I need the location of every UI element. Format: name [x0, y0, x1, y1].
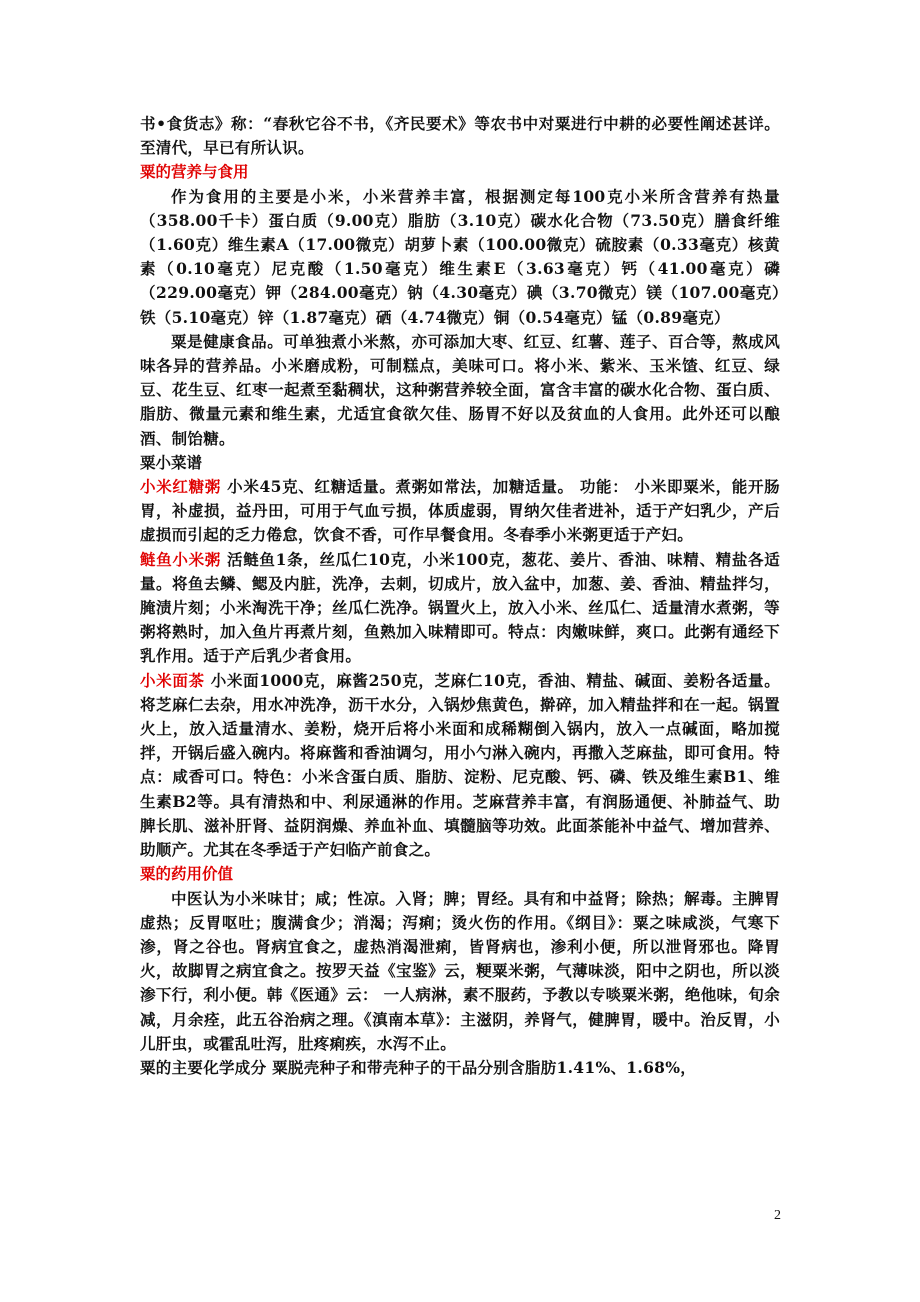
- recipe-2-text: 活鲢鱼1条，丝瓜仁10克，小米100克，葱花、姜片、香油、味精、精盐各适量。将鱼去鳞、鳃及内脏，洗净，去刺，切成片，放入盆中，加葱、姜、香油、精盐拌匀，腌渍片刻；小米淘洗干净；丝瓜仁洗净。锅置火上，放入小米、丝瓜仁、适量清水煮粥，等粥将熟时，加入鱼片再煮片刻，鱼熟加入味精即可。特点：肉嫩味鲜，爽口。此粥有通经下乳作用。适于产后乳少者食用。: [140, 549, 780, 666]
- recipe-3: [140, 669, 780, 863]
- chemistry-text: 粟脱壳种子和带壳种子的干品分别含脂肪1.41%、1.68%，: [272, 1057, 697, 1077]
- recipe-2-name: 鲢鱼小米粥: [140, 549, 221, 569]
- medicinal-paragraph: 中医认为小米味甘；咸；性凉。入肾；脾；胃经。具有和中益肾；除热；解毒。主脾胃虚热；反胃呕吐；腹满食少；消渴；泻痢；烫火伤的作用。《纲目》：粟之味咸淡，气寒下渗，肾之谷也。肾病宜食之，虚热消渴泄痢，皆肾病也，渗利小便，所以泄肾邪也。降胃火，故脚胃之病宜食之。按罗天益《宝鉴》云，粳粟米粥，气薄味淡，阳中之阴也，所以淡渗下行，利小便。韩《医通》云： 一人病淋，素不服药，予教以专啖粟米粥，绝他味，旬余减，月余痊，此五谷治病之理。《滇南本草》：主滋阴，养肾气，健脾胃，暖中。治反胃，小儿肝虫，或霍乱吐泻，肚疼痢疾，水泻不止。: [140, 888, 780, 1053]
- recipe-3-name: 小米面茶: [140, 670, 205, 690]
- page-number: 2: [774, 1208, 781, 1223]
- heading-nutrition: 粟的营养与食用: [140, 162, 249, 182]
- chemistry-paragraph: [140, 1056, 780, 1080]
- nutrition-paragraph-2: 粟是健康食品。可单独煮小米熬，亦可添加大枣、红豆、红薯、莲子、百合等，熬成风味各异的营养品。小米磨成粉，可制糕点，美味可口。将小米、紫米、玉米馇、红豆、绿豆、花生豆、红枣一起煮至黏稠状，这种粥营养较全面，富含丰富的碳水化合物、蛋白质、脂肪、微量元素和维生素，尤适宜食欲欠佳、肠胃不好以及贫血的人食用。此外还可以酿酒、制饴糖。: [140, 331, 780, 448]
- heading-medicinal: 粟的药用价值: [140, 864, 234, 884]
- intro-continuation: 书•食货志》称：“春秋它谷不书，《齐民要术》等农书中对粟进行中耕的必要性阐述甚详。至清代，早已有所认识。: [140, 114, 780, 158]
- recipe-2: [140, 548, 780, 669]
- page-content: [140, 112, 780, 1080]
- heading-recipes: 粟小菜谱: [140, 452, 203, 472]
- heading-chemistry: 粟的主要化学成分: [140, 1057, 267, 1077]
- nutrition-paragraph-1: 作为食用的主要是小米，小米营养丰富，根据测定每100克小米所含营养有热量（358.00千卡）蛋白质（9.00克）脂肪（3.10克）碳水化合物（73.50克）膳食纤维（1.60克）维生素A（17.00微克）胡萝卜素（100.00微克）硫胺素（0.33毫克）核黄素（0.10毫克）尼克酸（1.50毫克）维生素E（3.63毫克）钙（41.00毫克）磷（229.00毫克）钾（284.00毫克）钠（4.30毫克）碘（3.70微克）镁（107.00毫克）铁（5.10毫克）锌（1.87毫克）硒（4.74微克）铜（0.54毫克）锰（0.89毫克）: [140, 186, 780, 327]
- recipe-1: [140, 475, 780, 548]
- recipe-1-text: 小米45克、红糖适量。煮粥如常法，加糖适量。 功能： 小米即粟米，能开肠胃，补虚损，益丹田，可用于气血亏损，体质虚弱，胃纳欠佳者进补，适于产妇乳少，产后虚损而引起的乏力倦怠，饮食不香，可作早餐食用。冬春季小米粥更适于产妇。: [140, 477, 780, 545]
- recipe-3-text: 小米面1000克，麻酱250克，芝麻仁10克，香油、精盐、碱面、姜粉各适量。将芝麻仁去杂，用水冲洗净，沥干水分，入锅炒焦黄色，擀碎，加入精盐拌和在一起。锅置火上，放入适量清水、姜粉，烧开后将小米面和成稀糊倒入锅内，放入一点碱面，略加搅拌，开锅后盛入碗内。将麻酱和香油调匀，用小勺淋入碗内，再撒入芝麻盐，即可食用。特点：咸香可口。特色：小米含蛋白质、脂肪、淀粉、尼克酸、钙、磷、铁及维生素B1、维生素B2等。具有清热和中、利尿通淋的作用。芝麻营养丰富，有润肠通便、补肺益气、助脾长肌、滋补肝肾、益阴润燥、养血补血、填髓脑等功效。此面茶能补中益气、增加营养、助顺产。尤其在冬季适于产妇临产前食之。: [140, 670, 781, 860]
- recipe-1-name: 小米红糖粥: [140, 477, 222, 497]
